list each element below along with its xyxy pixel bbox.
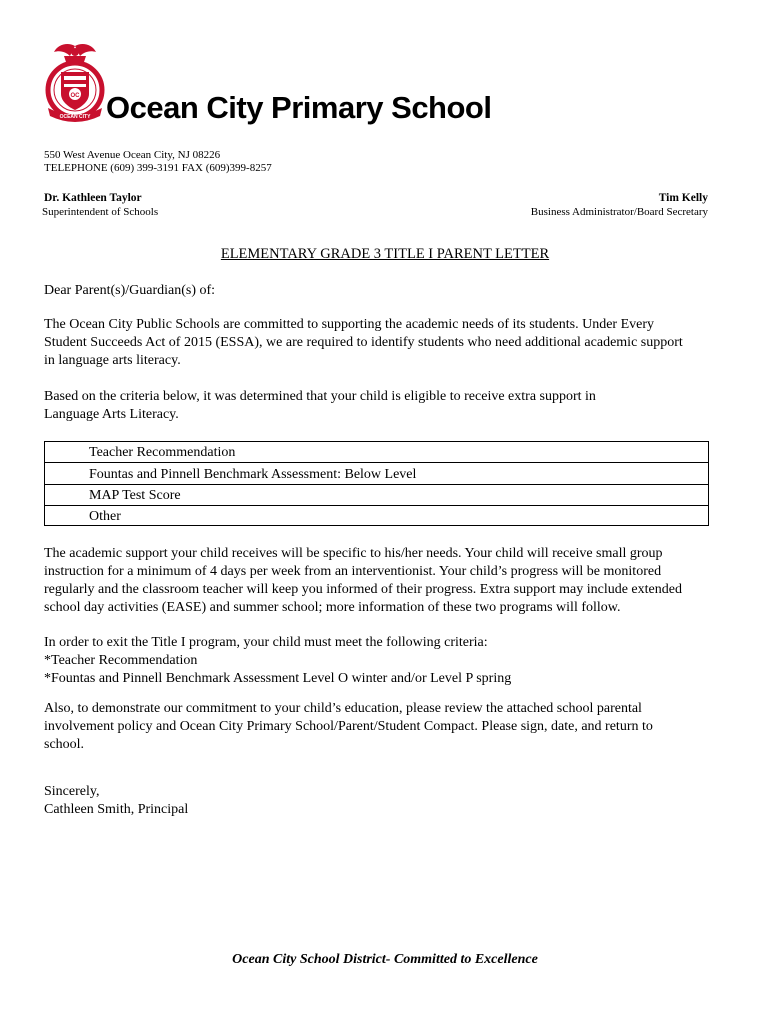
paragraph-line: regularly and the classroom teacher will keep you informed of their progress. Extra support may include extended [44,582,682,597]
paragraph-line: involvement policy and Ocean City Primary School/Parent/Student Compact. Please sign, date, and return to [44,719,653,734]
criteria-label: Other [89,509,121,524]
exit-intro: In order to exit the Title I program, your child must meet the following criteria: [44,635,488,650]
exit-criteria [44,634,511,688]
criteria-row [45,488,708,504]
footer-motto: Ocean City School District- Committed to Excellence [232,952,538,967]
criteria-row [45,467,708,483]
table-divider [45,462,708,463]
superintendent-title: Superintendent of Schools [42,206,159,218]
table-divider [45,505,708,506]
school-phone-fax: TELEPHONE (609) 399-3191 FAX (609)399-8257 [44,162,272,174]
svg-text:OC: OC [70,93,80,99]
paragraph-line: The Ocean City Public Schools are committed to supporting the academic needs of its students. Under Every [44,317,655,332]
paragraph-eligibility [44,388,596,424]
exit-criterion: *Teacher Recommendation [44,653,198,668]
administrator-name: Tim Kelly [658,192,708,204]
superintendent-name: Dr. Kathleen Taylor [44,192,142,204]
letter-title: ELEMENTARY GRADE 3 TITLE I PARENT LETTER [220,246,550,262]
paragraph-line: Based on the criteria below, it was determined that your child is eligible to receive extra support in [44,389,596,404]
administrator-title: Business Administrator/Board Secretary [530,206,708,218]
criteria-label: Fountas and Pinnell Benchmark Assessment: Below Level [89,467,417,482]
criteria-label: MAP Test Score [89,488,181,503]
signature-name: Cathleen Smith, Principal [44,802,189,817]
svg-text:OCEAN CITY: OCEAN CITY [59,114,91,120]
paragraph-line: Student Succeeds Act of 2015 (ESSA), we are required to identify students who need additional academic support [44,335,683,350]
exit-criterion: *Fountas and Pinnell Benchmark Assessment Level O winter and/or Level P spring [44,671,512,686]
paragraph-line: Also, to demonstrate our commitment to your child’s education, please review the attached school parental [44,701,642,716]
school-name-heading: Ocean City Primary School [106,90,492,125]
paragraph-commitment [44,700,653,754]
criteria-label: Teacher Recommendation [89,445,236,460]
closing: Sincerely, [44,784,100,799]
paragraph-line: instruction for a minimum of 4 days per week from an interventionist. Your child’s progress will be monitored [44,564,662,579]
paragraph-support [44,545,682,617]
paragraph-line: school. [44,737,85,752]
paragraph-intro [44,316,683,370]
school-seal-logo [44,42,106,122]
paragraph-line: school day activities (EASE) and summer school; more information of these two programs will follow. [44,600,621,615]
table-divider [45,484,708,485]
criteria-row [45,509,708,525]
criteria-table [44,441,709,526]
paragraph-line: The academic support your child receives will be specific to his/her needs. Your child will receive small group [44,546,663,561]
greeting: Dear Parent(s)/Guardian(s) of: [44,283,216,298]
school-address: 550 West Avenue Ocean City, NJ 08226 [44,149,221,161]
criteria-row [45,445,708,461]
paragraph-line: Language Arts Literacy. [44,407,179,422]
paragraph-line: in language arts literacy. [44,353,181,368]
